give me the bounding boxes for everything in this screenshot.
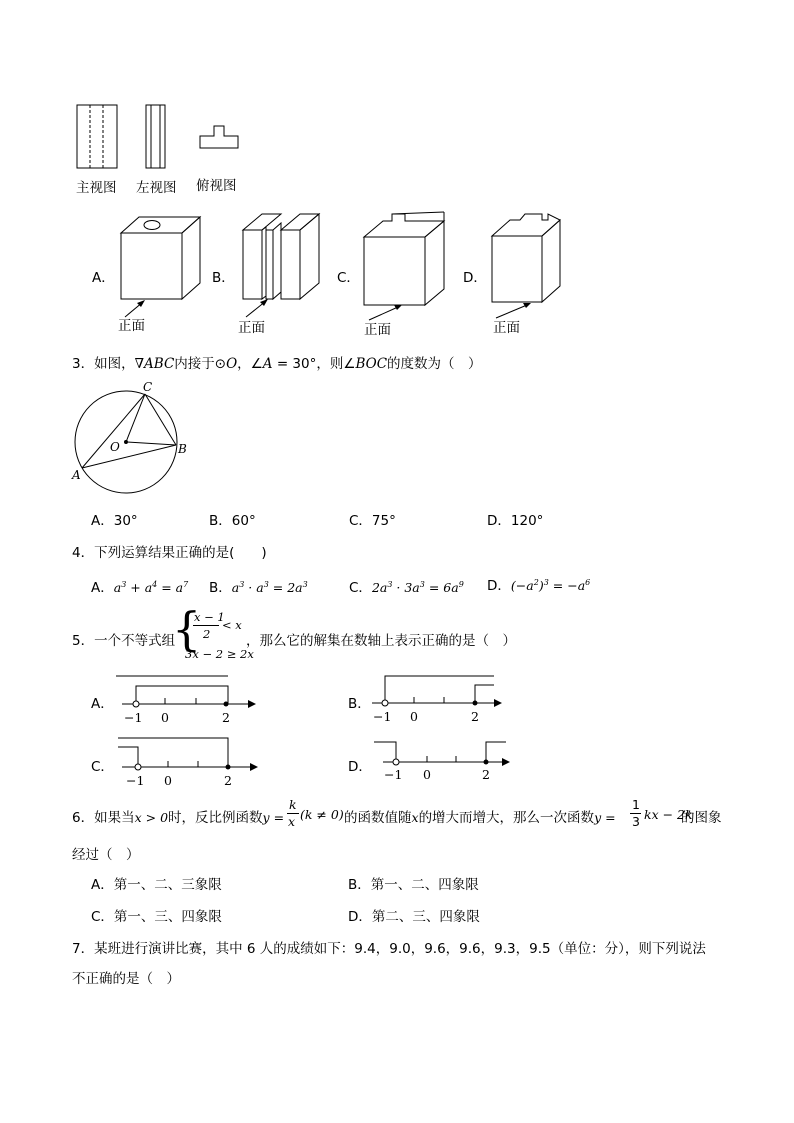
q6-frac2-num: 1	[632, 797, 640, 812]
top-view-label: 俯视图	[196, 178, 237, 194]
q2-option-d-letter: D．	[463, 270, 487, 286]
q5-option-b-letter: B．	[348, 696, 371, 712]
q5-lt-x: < x	[222, 618, 242, 632]
q6-option-c: C．第一、三、四象限	[91, 909, 222, 925]
q5-d-tick-0: 0	[423, 767, 431, 782]
q3-point-a-label: A	[72, 468, 81, 482]
q2-option-c-front-label: 正面	[364, 322, 391, 338]
q6-option-d: D．第二、三、四象限	[348, 909, 480, 925]
q6-k-cond: (k ≠ 0)	[300, 807, 344, 822]
q6-frac2-den: 3	[632, 814, 640, 829]
q2-option-a-letter: A．	[92, 270, 115, 286]
q5-c-tick-2: 2	[224, 773, 232, 788]
q5-d-tick-minus1: −1	[384, 767, 403, 782]
q5-d-tick-2: 2	[482, 767, 490, 782]
q5-frac-num: x − 1	[194, 610, 225, 624]
q2-option-d-front-label: 正面	[493, 320, 520, 336]
q5-option-d-letter: D．	[348, 759, 372, 775]
q3-option-b: B．60°	[209, 513, 256, 529]
q6-tail-expr: kx − 2k	[644, 807, 693, 822]
q3-option-a: A．30°	[91, 513, 138, 529]
q3-point-c-label: C	[143, 380, 153, 394]
q4-option-d: D．$(-a^2)^3 = -a^6$	[487, 577, 591, 594]
q5-b-tick-0: 0	[410, 709, 418, 724]
q5-line2: 3x − 2 ≥ 2x	[185, 647, 254, 661]
q5-a-tick-0: 0	[161, 710, 169, 725]
q3-point-b-label: B	[178, 442, 187, 456]
q5-option-c-letter: C．	[91, 759, 114, 775]
q4-stem: 4．下列运算结果正确的是( )	[72, 545, 267, 561]
q5-brace: {	[172, 602, 202, 656]
q6-frac1-num: k	[289, 797, 297, 812]
q7-stem-line2: 不正确的是（ ）	[72, 971, 180, 987]
q6-stem-mid: 的函数值随x的增大而增大，那么一次函数y =	[344, 810, 616, 826]
q2-option-b-front-label: 正面	[238, 320, 265, 336]
q6-stem-line2: 经过（ ）	[72, 847, 140, 863]
q2-option-c-letter: C．	[337, 270, 360, 286]
q4-option-b: B．$a^3 \cdot a^3 = 2a^3$	[209, 579, 308, 596]
q4-option-c: C．$2a^3 \cdot 3a^3 = 6a^9$	[349, 579, 464, 596]
q5-c-tick-minus1: −1	[126, 773, 145, 788]
q3-point-o-label: O	[110, 440, 120, 454]
q5-a-tick-minus1: −1	[124, 710, 143, 725]
q3-stem: 3．如图，∇ABC内接于⊙O，∠A = 30°，则∠BOC的度数为（ ）	[72, 356, 482, 372]
q5-stem-tail: ，那么它的解集在数轴上表示正确的是（ ）	[246, 633, 516, 649]
q5-c-tick-0: 0	[164, 773, 172, 788]
q5-frac-den: 2	[203, 627, 211, 641]
left-view-label: 左视图	[136, 180, 177, 196]
q2-option-a-front-label: 正面	[118, 318, 145, 334]
q6-frac1-den: x	[288, 814, 296, 829]
q2-option-b-letter: B．	[212, 270, 235, 286]
q7-stem-line1: 7．某班进行演讲比赛，其中 6 人的成绩如下：9.4，9.0，9.6，9.6，9.3，9.5（单位：分），则下列说法	[72, 941, 706, 957]
q5-a-tick-2: 2	[222, 710, 230, 725]
front-view-label: 主视图	[76, 180, 117, 196]
q3-option-c: C．75°	[349, 513, 396, 529]
q6-option-b: B．第一、二、四象限	[348, 877, 479, 893]
q6-stem-line1: 6．如果当x > 0时，反比例函数y =	[72, 810, 285, 826]
q3-option-d: D．120°	[487, 513, 544, 529]
q6-stem-tail: 的图象	[681, 810, 722, 826]
q6-option-a: A．第一、二、三象限	[91, 877, 222, 893]
q5-b-tick-minus1: −1	[373, 709, 392, 724]
q5-option-a-letter: A．	[91, 696, 114, 712]
q5-stem-start: 5．一个不等式组	[72, 633, 176, 649]
q5-b-tick-2: 2	[471, 709, 479, 724]
q4-option-a: A．$a^3 + a^4 = a^7$	[91, 579, 189, 596]
